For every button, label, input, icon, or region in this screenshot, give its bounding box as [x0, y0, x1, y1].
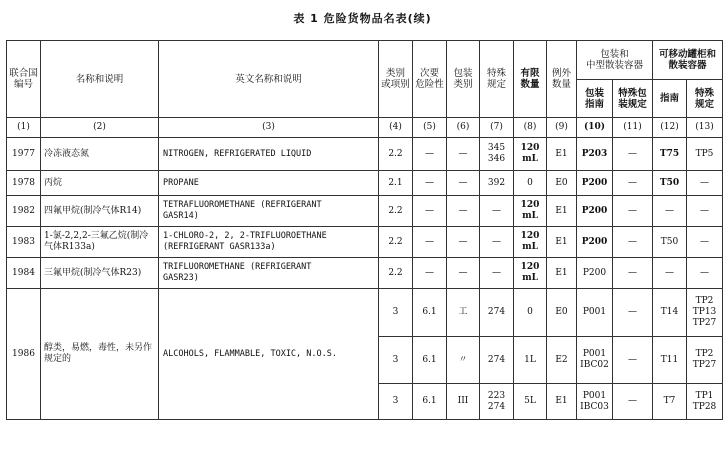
- header-class: 类别 或项别: [379, 41, 413, 118]
- special-packing-cell: —: [613, 196, 653, 227]
- pack-group-cell: 工: [447, 289, 480, 337]
- name-cn-cell: 丙烷: [41, 171, 159, 196]
- tank-special-cell: —: [687, 171, 723, 196]
- tank-instruction-cell: T11: [653, 337, 687, 384]
- tank-special-cell: —: [687, 196, 723, 227]
- pack-instruction-cell: P001 IBC02: [577, 337, 613, 384]
- special-provisions-cell: —: [480, 227, 514, 258]
- column-number: (4): [379, 118, 413, 138]
- pack-group-cell: 〃: [447, 337, 480, 384]
- name-cn-cell: 四氟甲烷(制冷气体R14): [41, 196, 159, 227]
- name-en-cell: NITROGEN, REFRIGERATED LIQUID: [159, 138, 379, 171]
- special-packing-cell: —: [613, 289, 653, 337]
- special-packing-cell: —: [613, 227, 653, 258]
- pack-instruction-cell: P001 IBC03: [577, 384, 613, 420]
- column-number-row: [7, 118, 723, 138]
- un-number-cell: 1978: [7, 171, 41, 196]
- header-un-no: 联合国 编号: [7, 41, 41, 118]
- column-number: (12): [653, 118, 687, 138]
- sub-risk-cell: —: [413, 258, 447, 289]
- un-number-cell: 1977: [7, 138, 41, 171]
- pack-group-cell: —: [447, 227, 480, 258]
- header-tank-inst: 指南: [653, 80, 687, 118]
- header-pack-group: 包装 类别: [447, 41, 480, 118]
- table-title: 表 1 危险货物品名表(续): [293, 12, 432, 25]
- column-number: (9): [547, 118, 577, 138]
- special-provisions-cell: —: [480, 196, 514, 227]
- tank-instruction-cell: T14: [653, 289, 687, 337]
- tank-special-cell: —: [687, 258, 723, 289]
- tank-instruction-cell: T75: [653, 138, 687, 171]
- special-provisions-cell: 274: [480, 337, 514, 384]
- column-number: (1): [7, 118, 41, 138]
- header-name-en: 英文名称和说明: [159, 41, 379, 118]
- un-number-cell: 1984: [7, 258, 41, 289]
- column-number: (7): [480, 118, 514, 138]
- tank-special-cell: TP1 TP28: [687, 384, 723, 420]
- tank-special-cell: TP2 TP27: [687, 337, 723, 384]
- limited-qty-cell: 5L: [514, 384, 547, 420]
- column-number: (2): [41, 118, 159, 138]
- name-en-cell: ALCOHOLS, FLAMMABLE, TOXIC, N.O.S.: [159, 289, 379, 420]
- excepted-qty-cell: E1: [547, 138, 577, 171]
- name-cn-cell: 冷冻液态氮: [41, 138, 159, 171]
- header-special: 特殊 规定: [480, 41, 514, 118]
- table-row: [7, 258, 723, 289]
- limited-qty-cell: 120 mL: [514, 258, 547, 289]
- pack-group-cell: —: [447, 196, 480, 227]
- header-name-cn: 名称和说明: [41, 41, 159, 118]
- column-number: (13): [687, 118, 723, 138]
- sub-risk-cell: —: [413, 171, 447, 196]
- class-cell: 2.1: [379, 171, 413, 196]
- name-en-cell: TETRAFLUOROMETHANE (REFRIGERANT GASR14): [159, 196, 379, 227]
- header-tank-special: 特殊 规定: [687, 80, 723, 118]
- special-packing-cell: —: [613, 258, 653, 289]
- column-number: (6): [447, 118, 480, 138]
- sub-risk-cell: —: [413, 196, 447, 227]
- sub-risk-cell: —: [413, 227, 447, 258]
- table-row: [7, 227, 723, 258]
- class-cell: 3: [379, 337, 413, 384]
- un-number-cell: 1982: [7, 196, 41, 227]
- name-cn-cell: 1-氯-2,2,2-三氟乙烷(制冷气体R133a): [41, 227, 159, 258]
- limited-qty-cell: 120 mL: [514, 196, 547, 227]
- sub-risk-cell: —: [413, 138, 447, 171]
- name-cn-cell: 三氟甲烷(制冷气体R23): [41, 258, 159, 289]
- pack-group-cell: III: [447, 384, 480, 420]
- class-cell: 3: [379, 384, 413, 420]
- pack-instruction-cell: P200: [577, 227, 613, 258]
- column-number: (8): [514, 118, 547, 138]
- limited-qty-cell: 0: [514, 171, 547, 196]
- column-number: (10): [577, 118, 613, 138]
- excepted-qty-cell: E1: [547, 384, 577, 420]
- limited-qty-cell: 120 mL: [514, 138, 547, 171]
- tank-special-cell: —: [687, 227, 723, 258]
- limited-qty-cell: 1L: [514, 337, 547, 384]
- class-cell: 2.2: [379, 227, 413, 258]
- tank-instruction-cell: —: [653, 196, 687, 227]
- special-provisions-cell: —: [480, 258, 514, 289]
- pack-instruction-cell: P203: [577, 138, 613, 171]
- class-cell: 3: [379, 289, 413, 337]
- table-row: [7, 171, 723, 196]
- name-en-cell: PROPANE: [159, 171, 379, 196]
- special-provisions-cell: 274: [480, 289, 514, 337]
- pack-group-cell: —: [447, 258, 480, 289]
- tank-special-cell: TP5: [687, 138, 723, 171]
- header-limited: 有限 数量: [514, 41, 547, 118]
- sub-risk-cell: 6.1: [413, 337, 447, 384]
- limited-qty-cell: 0: [514, 289, 547, 337]
- sub-risk-cell: 6.1: [413, 289, 447, 337]
- pack-instruction-cell: P200: [577, 171, 613, 196]
- special-provisions-cell: 392: [480, 171, 514, 196]
- excepted-qty-cell: E2: [547, 337, 577, 384]
- name-en-cell: TRIFLUOROMETHANE (REFRIGERANT GASR23): [159, 258, 379, 289]
- excepted-qty-cell: E1: [547, 227, 577, 258]
- header-sub-risk: 次要 危险性: [413, 41, 447, 118]
- header-tank-group: 可移动罐柜和 散装容器: [653, 41, 723, 80]
- tank-instruction-cell: T7: [653, 384, 687, 420]
- tank-special-cell: TP2 TP13 TP27: [687, 289, 723, 337]
- un-number-cell: 1983: [7, 227, 41, 258]
- column-number: (3): [159, 118, 379, 138]
- tank-instruction-cell: T50: [653, 227, 687, 258]
- header-excepted: 例外 数量: [547, 41, 577, 118]
- header-ibc-group: 包装和 中型散装容器: [577, 41, 653, 80]
- name-en-cell: 1-CHLORO-2, 2, 2-TRIFLUOROETHANE (REFRIGERANT GASR133a): [159, 227, 379, 258]
- dangerous-goods-table: [6, 40, 723, 420]
- special-provisions-cell: 223 274: [480, 384, 514, 420]
- tank-instruction-cell: —: [653, 258, 687, 289]
- column-number: (5): [413, 118, 447, 138]
- class-cell: 2.2: [379, 258, 413, 289]
- class-cell: 2.2: [379, 196, 413, 227]
- special-packing-cell: —: [613, 138, 653, 171]
- sub-risk-cell: 6.1: [413, 384, 447, 420]
- table-row: [7, 196, 723, 227]
- excepted-qty-cell: E1: [547, 258, 577, 289]
- header-special-pack: 特殊包 装规定: [613, 80, 653, 118]
- header-pack-inst: 包装 指南: [577, 80, 613, 118]
- special-packing-cell: —: [613, 384, 653, 420]
- special-packing-cell: —: [613, 171, 653, 196]
- excepted-qty-cell: E1: [547, 196, 577, 227]
- table-row: [7, 289, 723, 337]
- pack-group-cell: —: [447, 138, 480, 171]
- table-row: [7, 138, 723, 171]
- name-cn-cell: 醇类，易燃，毒性，未另作规定的: [41, 289, 159, 420]
- pack-instruction-cell: P200: [577, 196, 613, 227]
- excepted-qty-cell: E0: [547, 171, 577, 196]
- class-cell: 2.2: [379, 138, 413, 171]
- special-packing-cell: —: [613, 337, 653, 384]
- limited-qty-cell: 120 mL: [514, 227, 547, 258]
- pack-group-cell: —: [447, 171, 480, 196]
- special-provisions-cell: 345 346: [480, 138, 514, 171]
- column-number: (11): [613, 118, 653, 138]
- tank-instruction-cell: T50: [653, 171, 687, 196]
- un-number-cell: 1986: [7, 289, 41, 420]
- pack-instruction-cell: P001: [577, 289, 613, 337]
- pack-instruction-cell: P200: [577, 258, 613, 289]
- excepted-qty-cell: E0: [547, 289, 577, 337]
